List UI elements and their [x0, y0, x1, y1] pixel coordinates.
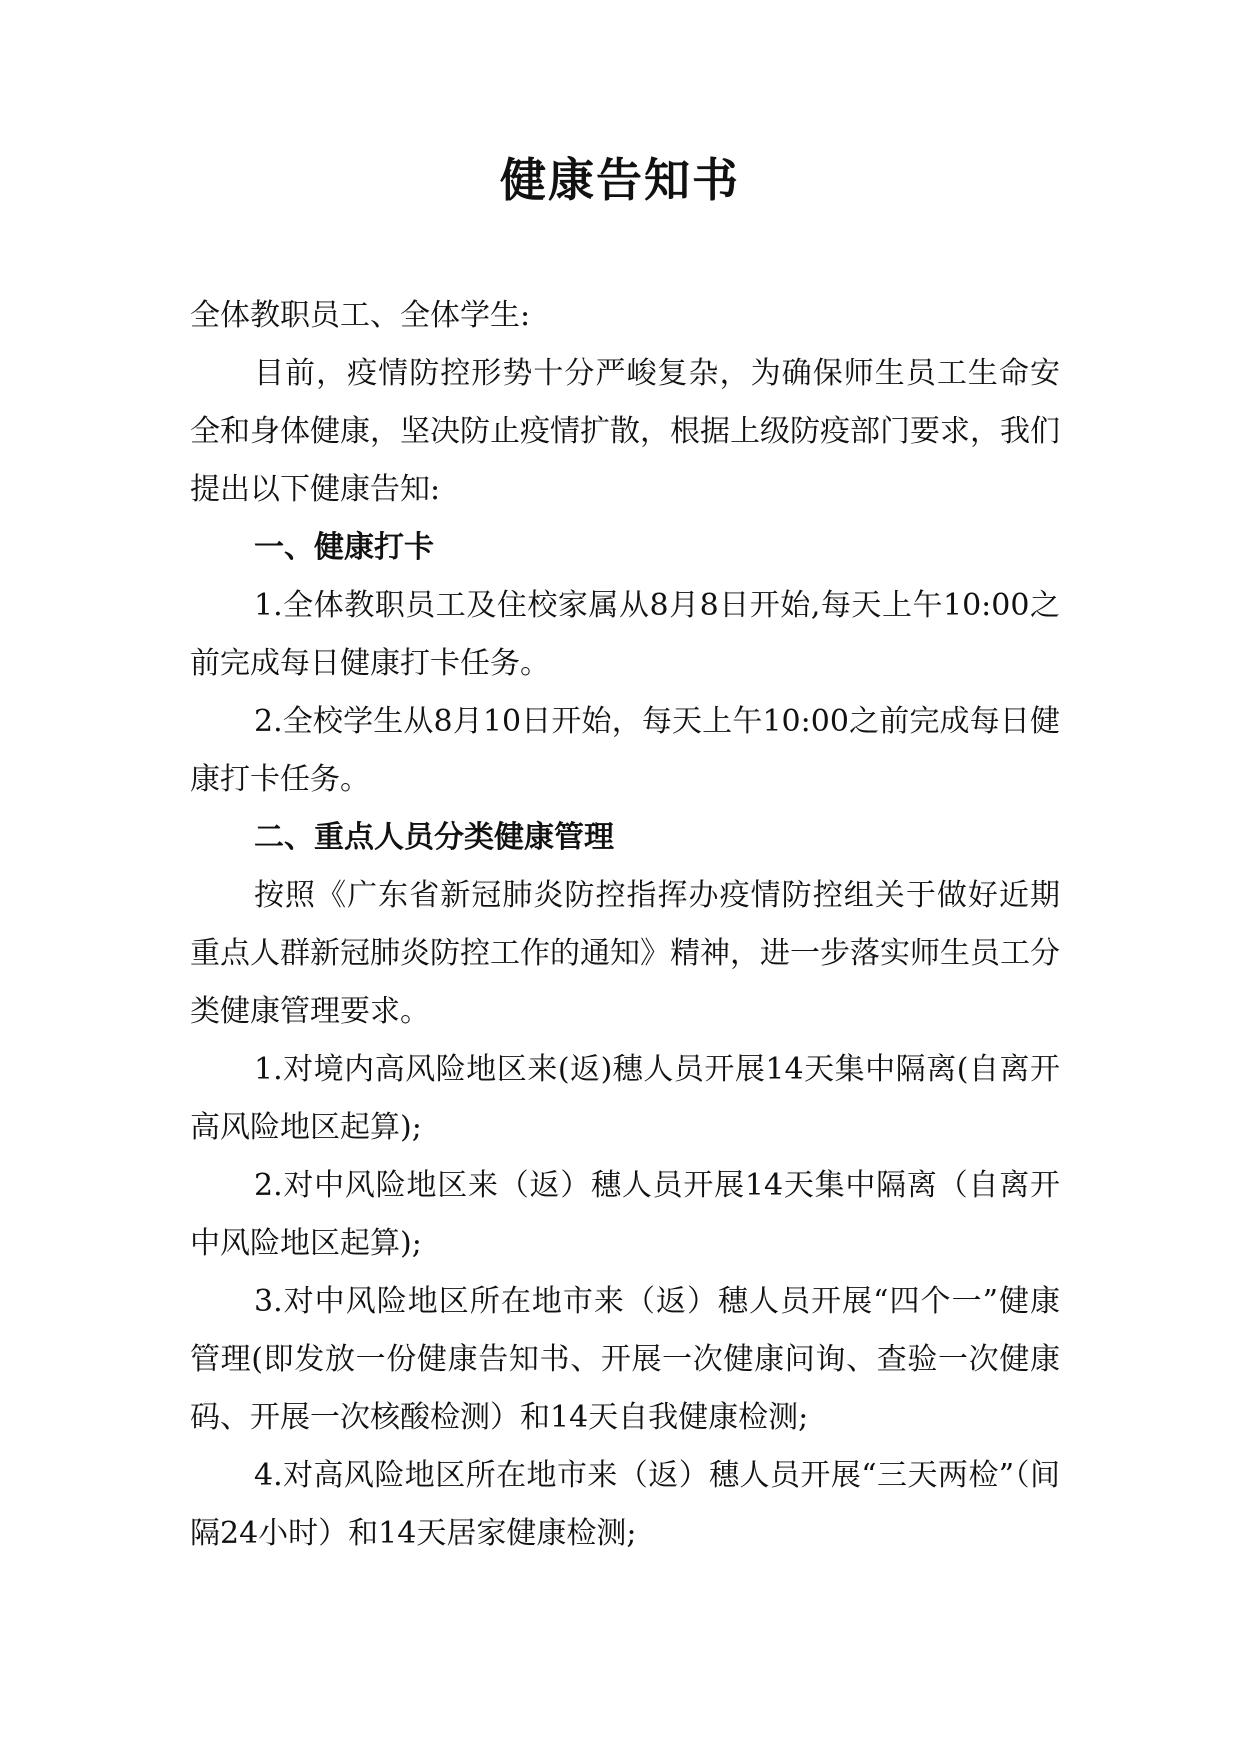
- salutation: 全体教职员工、全体学生:: [190, 298, 531, 333]
- section-heading-health-checkin: 一、健康打卡: [254, 530, 434, 565]
- document-title: 健康告知书: [500, 153, 740, 207]
- intro-paragraph: 目前，疫情防控形势十分严峻复杂，为确保师生员工生命安全和身体健康，坚决防止疫情扩散，根据上级防疫部门要求，我们提出以下健康告知:: [190, 356, 1060, 507]
- section-heading-key-personnel: 二、重点人员分类健康管理: [254, 820, 614, 855]
- key-personnel-item-4: 4.对高风险地区所在地市来（返）穗人员开展“三天两检”（间隔24小时）和14天居家健康检测;: [190, 1458, 1060, 1551]
- document-body: [190, 287, 1060, 1563]
- checkin-item-students: 2.全校学生从8月10日开始，每天上午10:00之前完成每日健康打卡任务。: [190, 704, 1060, 797]
- key-personnel-item-2: 2.对中风险地区来（返）穗人员开展14天集中隔离（自离开中风险地区起算);: [190, 1168, 1060, 1261]
- key-personnel-item-3: 3.对中风险地区所在地市来（返）穗人员开展“四个一”健康管理(即发放一份健康告知书、开展一次健康问询、查验一次健康码、开展一次核酸检测）和14天自我健康检测;: [190, 1284, 1060, 1435]
- key-personnel-intro: 按照《广东省新冠肺炎防控指挥办疫情防控组关于做好近期重点人群新冠肺炎防控工作的通知》精神，进一步落实师生员工分类健康管理要求。: [190, 878, 1060, 1029]
- key-personnel-item-1: 1.对境内高风险地区来(返)穗人员开展14天集中隔离(自离开高风险地区起算);: [190, 1052, 1060, 1145]
- checkin-item-staff: 1.全体教职员工及住校家属从8月8日开始,每天上午10:00之前完成每日健康打卡任务。: [190, 588, 1060, 681]
